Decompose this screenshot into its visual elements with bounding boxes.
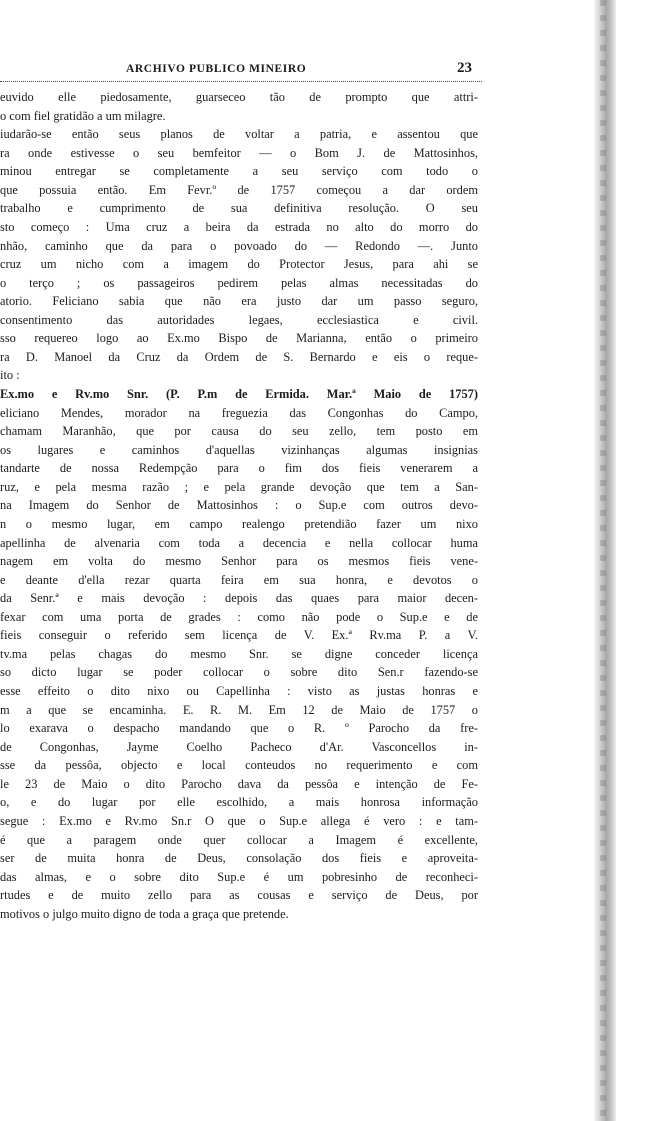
text-line: é que a paragem onde quer collocar a Imagem é excellente,	[0, 832, 478, 847]
text-line: sto começo : Uma cruz a beira da estrada no alto do morro do	[0, 219, 478, 234]
page-edge-texture	[600, 0, 606, 1121]
text-line: chamam Maranhão, que por causa do seu zello, tem posto em	[0, 424, 478, 439]
text-line: ra onde estivesse o seu bemfeitor — o Bom J. de Mattosinhos,	[0, 145, 478, 160]
text-line: so dicto lugar se poder collocar o sobre dito Sen.r fazendo-se	[0, 665, 478, 680]
text-line: tandarte de nossa Redempção para o fim dos fieis venerarem a	[0, 461, 478, 476]
text-line: eliciano Mendes, morador na freguezia das Congonhas do Campo,	[0, 405, 478, 420]
text-line: os lugares e caminhos d'aquellas vizinhanças algumas insignias	[0, 442, 478, 457]
text-line: rtudes e de muito zello para as cousas e serviço de Deus, por	[0, 888, 478, 903]
text-line: o terço ; os passageiros pedirem pelas almas necessitadas do	[0, 275, 478, 290]
text-line: ruz, e pela mesma razão ; e pela grande devoção que tem a San-	[0, 479, 478, 494]
text-line: e deante d'ella rezar quarta feira em sua honra, e devotos o	[0, 572, 478, 587]
text-line: consentimento das autoridades legaes, ecclesiastica e civil.	[0, 312, 478, 327]
text-line: cruz um nicho com a imagem do Protector Jesus, para ahi se	[0, 257, 478, 272]
text-line: fieis conseguir o referido sem licença de V. Ex.ª Rv.ma P. a V.	[0, 628, 478, 643]
text-line: segue : Ex.mo e Rv.mo Sn.r O que o Sup.e allega é vero : e tam-	[0, 813, 478, 828]
text-line: esse effeito o dito nixo ou Capellinha : visto as justas honras e	[0, 684, 478, 698]
text-line: iudarão-se então seus planos de voltar a patria, e assentou que	[0, 127, 478, 142]
body-text	[0, 88, 478, 923]
text-line: le 23 de Maio o dito Parocho dava da pessôa e intenção de Fe-	[0, 776, 478, 791]
text-line: ito :	[0, 368, 20, 383]
text-line: n o mesmo lugar, em campo realengo pretendião fazer um nixo	[0, 516, 478, 531]
text-line: fexar com uma porta de grades : como não pode o Sup.e e de	[0, 609, 478, 624]
text-line: euvido elle piedosamente, guarseceo tão de prompto que attri-	[0, 90, 478, 104]
text-line: sso requereo logo ao Ex.mo Bispo de Marianna, então o primeiro	[0, 331, 478, 346]
text-line: das almas, e o sobre dito Sup.e é um pobresinho de reconheci-	[0, 869, 478, 884]
text-line: tv.ma pelas chagas do mesmo Snr. se digne conceder licença	[0, 646, 478, 661]
text-line: da Senr.ª e mais devoção : depois das quaes para maior decen-	[0, 591, 478, 606]
text-line: minou entregar se completamente a seu serviço com todo o	[0, 164, 478, 179]
page-number: 23	[457, 60, 472, 76]
text-line: lo exarava o despacho mandando que o R. º Parocho da fre-	[0, 721, 478, 736]
text-line: nhão, caminho que da para o povoado do — Redondo —. Junto	[0, 238, 478, 253]
text-line: ra D. Manoel da Cruz da Ordem de S. Bernardo e eis o reque-	[0, 349, 478, 364]
text-line: apellinha de alvenaria com toda a decencia e nella collocar huma	[0, 535, 478, 550]
text-line: de Congonhas, Jayme Coelho Pacheco d'Ar. Vasconcellos in-	[0, 739, 478, 754]
text-line: na Imagem do Senhor de Mattosinhos : o Sup.e com outros devo-	[0, 498, 478, 513]
text-line: sse da pessôa, objecto e local conteudos no requerimento e com	[0, 758, 478, 773]
text-line: trabalho e cumprimento de sua definitiva resolução. O seu	[0, 201, 478, 216]
text-line: o, e do lugar por elle escolhido, a mais honrosa informação	[0, 795, 478, 810]
text-line: o com fiel gratidão a um milagre.	[0, 108, 166, 123]
header-rule	[0, 81, 482, 82]
text-line: m a que se encaminha. E. R. M. Em 12 de Maio de 1757 o	[0, 702, 478, 717]
text-line: atorio. Feliciano sabia que não era justo dar um passo seguro,	[0, 294, 478, 309]
page-header	[0, 60, 482, 82]
text-line: ser de muita honra de Deus, consolação dos fieis e aproveita-	[0, 851, 478, 866]
text-line: que possuia então. Em Fevr.º de 1757 começou a dar ordem	[0, 182, 478, 197]
text-line: Ex.mo e Rv.mo Snr. (P. P.m de Ermida. Mar.ª Maio de 1757)	[0, 387, 478, 401]
text-line: motivos o julgo muito digno de toda a graça que pretende.	[0, 906, 289, 921]
text-line: nagem em volta do mesmo Senhor para os mesmos fieis vene-	[0, 554, 478, 569]
running-title: ARCHIVO PUBLICO MINEIRO	[126, 63, 307, 75]
